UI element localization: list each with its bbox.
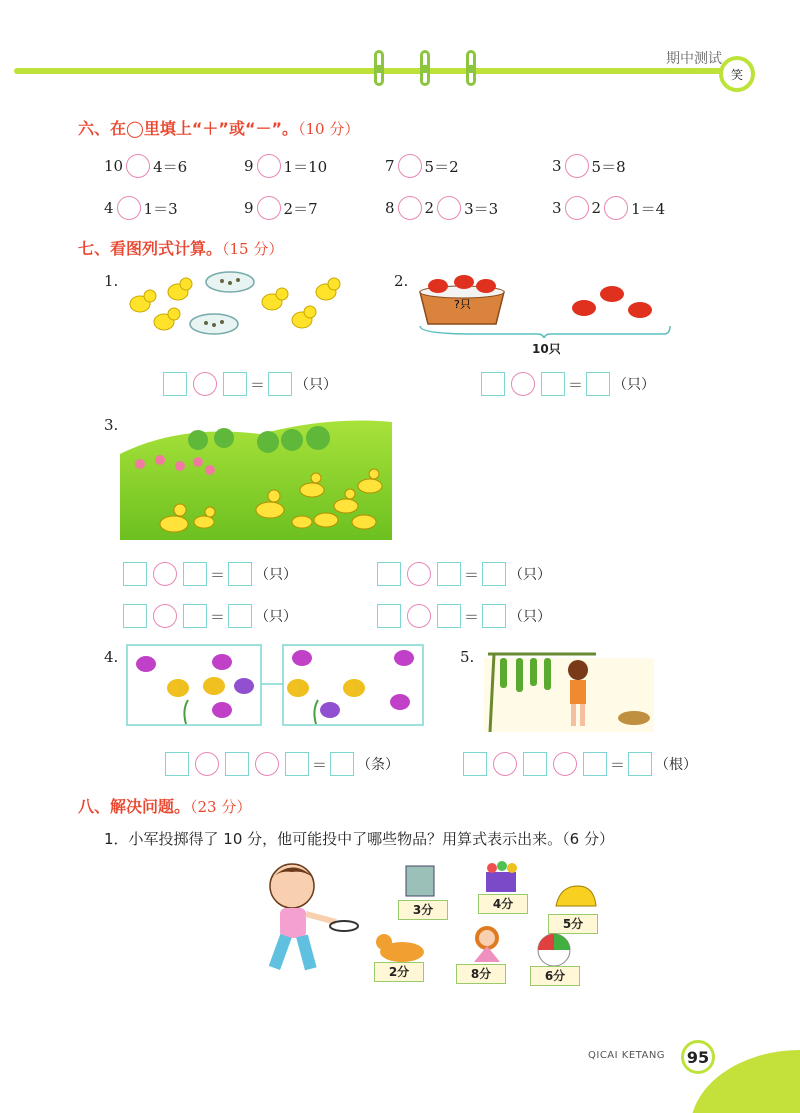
answer-circle[interactable] xyxy=(565,196,589,220)
answer-box[interactable] xyxy=(482,604,506,628)
answer-circle[interactable] xyxy=(257,154,281,178)
page-number xyxy=(681,1040,715,1074)
section-7-title: 七、看图列式计算。 xyxy=(78,239,223,258)
answer-circle[interactable] xyxy=(407,604,431,628)
prize-tag-4: 4分 xyxy=(478,894,528,914)
page-number-text: 95 xyxy=(686,1047,710,1067)
cucumber-picture xyxy=(484,644,654,732)
equals-sign: ＝ xyxy=(464,607,480,626)
toy-horse-icon xyxy=(372,930,432,966)
header-logo-text: 笑 xyxy=(730,67,743,82)
equals-sign: ＝ xyxy=(610,755,626,774)
answer-circle[interactable] xyxy=(511,372,535,396)
answer-box[interactable] xyxy=(586,372,610,396)
answer-box[interactable] xyxy=(123,562,147,586)
answer-box[interactable] xyxy=(628,752,652,776)
answer-circle[interactable] xyxy=(398,196,422,220)
answer-box[interactable] xyxy=(163,372,187,396)
answer-box[interactable] xyxy=(183,562,207,586)
answer-circle[interactable] xyxy=(398,154,422,178)
eq6-2-3 xyxy=(385,196,498,220)
q7-3-equation-3 xyxy=(120,604,297,628)
answer-box[interactable] xyxy=(523,752,547,776)
unit-label: （条） xyxy=(357,757,400,773)
toy-cap-icon xyxy=(550,882,600,914)
q7-3-equation-1 xyxy=(120,562,297,586)
eq6-2-1 xyxy=(104,196,178,220)
answer-box[interactable] xyxy=(437,604,461,628)
operand: 10 xyxy=(104,157,124,175)
boy-throwing-picture xyxy=(244,856,374,984)
total-brace xyxy=(420,326,670,338)
answer-box[interactable] xyxy=(183,604,207,628)
q7-4-equation xyxy=(162,752,399,776)
eq6-1-1 xyxy=(104,154,187,178)
operand: 9 xyxy=(244,157,254,175)
q7-2-equation xyxy=(478,372,655,396)
answer-circle[interactable] xyxy=(553,752,577,776)
operand: 5＝8 xyxy=(591,157,626,176)
header-title: 期中测试 xyxy=(666,51,722,67)
eq6-1-2 xyxy=(244,154,327,178)
answer-box[interactable] xyxy=(285,752,309,776)
answer-circle[interactable] xyxy=(117,196,141,220)
operand: 3＝3 xyxy=(464,199,499,218)
girl-icon xyxy=(568,660,588,680)
basket-icon xyxy=(618,711,650,725)
answer-circle[interactable] xyxy=(604,196,628,220)
answer-circle[interactable] xyxy=(153,562,177,586)
answer-box[interactable] xyxy=(481,372,505,396)
q7-3-equation-2 xyxy=(374,562,551,586)
operand: 5＝2 xyxy=(424,157,459,176)
section-8-title: 八、解决问题。 xyxy=(78,797,191,816)
section-8-points: （23 分） xyxy=(190,798,252,816)
answer-circle[interactable] xyxy=(257,196,281,220)
toy-ball-icon xyxy=(532,932,576,968)
answer-box[interactable] xyxy=(228,562,252,586)
equals-sign: ＝ xyxy=(568,375,584,394)
answer-box[interactable] xyxy=(268,372,292,396)
equals-sign: ＝ xyxy=(210,565,226,584)
answer-box[interactable] xyxy=(223,372,247,396)
q7-1-number: 1. xyxy=(104,272,119,290)
answer-box[interactable] xyxy=(165,752,189,776)
answer-box[interactable] xyxy=(541,372,565,396)
prize-tag-6: 6分 xyxy=(530,966,580,986)
q8-1-text: 1．小军投掷得了 10 分，他可能投中了哪些物品？用算式表示出来。（6 分） xyxy=(104,830,614,848)
operand: 1＝10 xyxy=(283,157,328,176)
answer-box[interactable] xyxy=(377,604,401,628)
toy-cake-icon xyxy=(480,858,522,896)
answer-box[interactable] xyxy=(377,562,401,586)
q7-5-equation xyxy=(460,752,697,776)
answer-box[interactable] xyxy=(228,604,252,628)
operand: 8 xyxy=(385,199,395,217)
prize-tag-5: 5分 xyxy=(548,914,598,934)
fish-picture xyxy=(126,644,426,726)
unit-label: （只） xyxy=(613,377,656,393)
q7-2-number: 2. xyxy=(394,272,409,290)
prize-tag-2: 2分 xyxy=(374,962,424,982)
section-6-heading xyxy=(78,116,359,139)
q7-1-equation xyxy=(160,372,337,396)
answer-circle[interactable] xyxy=(437,196,461,220)
unit-label: （根） xyxy=(655,757,698,773)
ducks-picture xyxy=(120,414,392,540)
toy-robot-icon xyxy=(400,862,440,900)
eq6-1-4 xyxy=(552,154,626,178)
unit-label: （只） xyxy=(255,567,298,583)
eq6-2-4 xyxy=(552,196,665,220)
answer-circle[interactable] xyxy=(493,752,517,776)
unit-label: （只） xyxy=(509,609,552,625)
q7-3-number: 3. xyxy=(104,416,119,434)
operand: 1＝4 xyxy=(631,199,666,218)
operand: 2 xyxy=(591,199,602,217)
ring-icon xyxy=(330,921,358,931)
unit-label: （只） xyxy=(255,609,298,625)
binder-ring-icon xyxy=(420,50,430,86)
answer-box[interactable] xyxy=(463,752,487,776)
answer-box[interactable] xyxy=(123,604,147,628)
section-7-points: （15 分） xyxy=(222,240,284,258)
q7-4-number: 4. xyxy=(104,648,119,666)
unit-label: （只） xyxy=(295,377,338,393)
answer-circle[interactable] xyxy=(255,752,279,776)
section-6-points: （10 分） xyxy=(297,120,360,138)
answer-box[interactable] xyxy=(482,562,506,586)
answer-box[interactable] xyxy=(437,562,461,586)
operand: 2 xyxy=(424,199,435,217)
q7-3-equation-4 xyxy=(374,604,551,628)
answer-circle[interactable] xyxy=(565,154,589,178)
q7-2-total-label: 10只 xyxy=(532,342,561,356)
eq6-1-3 xyxy=(385,154,459,178)
footer-brand: QICAI KETANG xyxy=(588,1050,666,1061)
operand: 2＝7 xyxy=(283,199,318,218)
binder-ring-icon xyxy=(374,50,384,86)
answer-box[interactable] xyxy=(330,752,354,776)
prize-tag-3: 3分 xyxy=(398,900,448,920)
answer-circle[interactable] xyxy=(195,752,219,776)
operand: 9 xyxy=(244,199,254,217)
section-8-heading xyxy=(78,794,251,817)
operand: 7 xyxy=(385,157,395,175)
answer-circle[interactable] xyxy=(126,154,150,178)
operand: 3 xyxy=(552,157,562,175)
basket-label: ?只 xyxy=(454,298,471,311)
equals-sign: ＝ xyxy=(250,375,266,394)
answer-circle[interactable] xyxy=(153,604,177,628)
operand: 4＝6 xyxy=(153,157,188,176)
section-6-title: 六、在◯里填上“＋”或“－”。 xyxy=(78,119,298,138)
operand: 4 xyxy=(104,199,114,217)
unit-label: （只） xyxy=(509,567,552,583)
answer-circle[interactable] xyxy=(193,372,217,396)
equals-sign: ＝ xyxy=(210,607,226,626)
equals-sign: ＝ xyxy=(464,565,480,584)
prize-tag-8: 8分 xyxy=(456,964,506,984)
eq6-2-2 xyxy=(244,196,318,220)
answer-box[interactable] xyxy=(225,752,249,776)
answer-circle[interactable] xyxy=(407,562,431,586)
header-logo xyxy=(719,56,755,92)
q7-5-number: 5. xyxy=(460,648,475,666)
section-7-heading xyxy=(78,236,283,259)
binder-ring-icon xyxy=(466,50,476,86)
operand: 3 xyxy=(552,199,562,217)
toy-doll-icon xyxy=(462,924,512,964)
crabs-picture xyxy=(414,266,676,338)
operand: 1＝3 xyxy=(143,199,178,218)
answer-box[interactable] xyxy=(583,752,607,776)
chicks-picture xyxy=(120,266,350,336)
equals-sign: ＝ xyxy=(312,755,328,774)
